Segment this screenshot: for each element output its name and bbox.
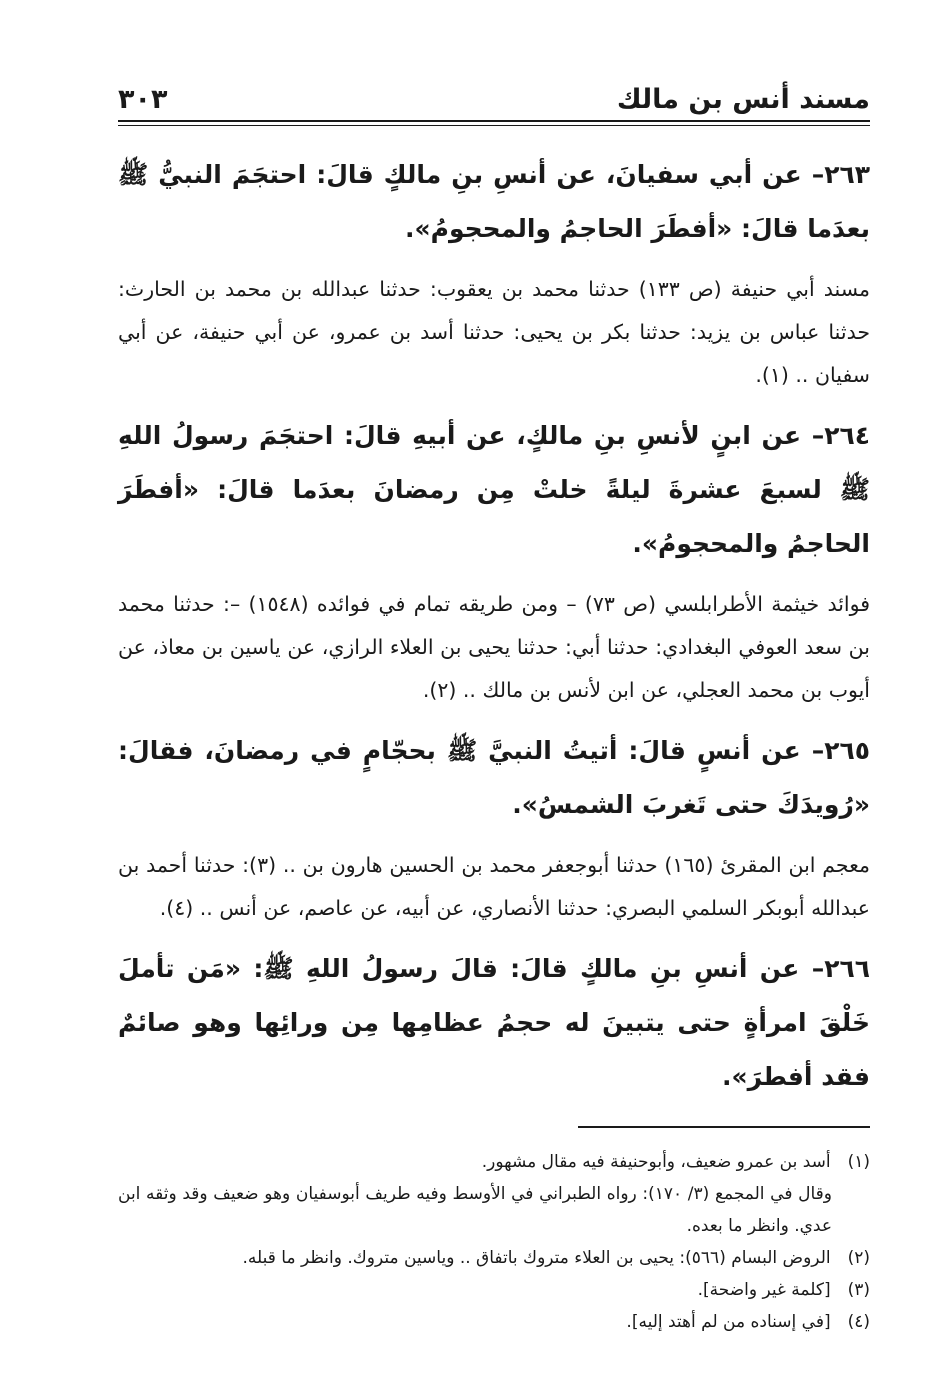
footnote-4 [118, 1306, 870, 1338]
header-title: مسند أنس بن مالك [616, 84, 870, 115]
footnote-text: أسد بن عمرو ضعيف، وأبوحنيفة فيه مقال مشهور. [481, 1152, 831, 1172]
footnotes [118, 1146, 870, 1338]
footnote-2 [118, 1242, 870, 1274]
hadith-266: ٢٦٦– عن أنسِ بنِ مالكٍ قالَ: قالَ رسولُ اللهِ ﷺ: «مَن تأملَ خَلْقَ امرأةٍ حتى يتبينَ له حجمُ عظامِها مِن ورائِها وهو صائمٌ فقد أفطرَ». [118, 954, 870, 1091]
footnote-number: (١) [847, 1152, 870, 1172]
footnote-text: الروض البسام (٥٦٦): يحيى بن العلاء متروك باتفاق .. وياسين متروك. وانظر ما قبله. [242, 1248, 831, 1268]
hadith-263: ٢٦٣– عن أبي سفيانَ، عن أنسِ بنِ مالكٍ قالَ: احتجَمَ النبيُّ ﷺ بعدَما قالَ: «أفطَرَ الحاجمُ والمحجومُ». [118, 160, 870, 243]
footnote-text: وقال في المجمع (٣/ ١٧٠): رواه الطبراني في الأوسط وفيه طريف أبوسفيان وهو ضعيف وقد وثقه ابن عدي. وانظر ما بعده. [118, 1184, 832, 1236]
hadith-265: ٢٦٥– عن أنسٍ قالَ: أتيتُ النبيَّ ﷺ بحجّامٍ في رمضانَ، فقالَ: «رُويدَكَ حتى تَغربَ الشمسُ». [118, 736, 870, 819]
footnote-separator [578, 1126, 870, 1128]
footnote-3 [118, 1274, 870, 1306]
running-header [118, 78, 870, 122]
footnote-text: [في إسناده من لم أهتد إليه]. [626, 1312, 831, 1332]
page-number: ٣٠٣ [118, 84, 168, 115]
footnote-number: (٢) [847, 1248, 870, 1268]
hadith-264: ٢٦٤– عن ابنٍ لأنسِ بنِ مالكٍ، عن أبيهِ قالَ: احتجَمَ رسولُ اللهِ ﷺ لسبعَ عشرةَ ليلةً خلتْ مِن رمضانَ بعدَما قالَ: «أفطَرَ الحاجمُ والمحجومُ». [118, 421, 870, 558]
footnote-1-continuation [118, 1178, 870, 1242]
source-265: معجم ابن المقرئ (١٦٥) حدثنا أبوجعفر محمد بن الحسين هارون بن .. (٣): حدثنا أحمد بن عبدالله أبوبكر السلمي البصري: حدثنا الأنصاري، عن أبيه، عن عاصم، عن أنس .. (٤). [118, 853, 870, 920]
header-rule-thin [118, 125, 870, 126]
footnote-number: (٣) [847, 1280, 870, 1300]
footnote-1 [118, 1146, 870, 1178]
source-264: فوائد خيثمة الأطرابلسي (ص ٧٣) – ومن طريقه تمام في فوائده (١٥٤٨) –: حدثنا محمد بن سعد العوفي البغدادي: حدثنا أبي: حدثنا يحيى بن العلاء الرازي، عن ياسين بن معاذ، عن أيوب بن محمد العجلي، عن ابن لأنس بن مالك .. (٢). [118, 592, 870, 702]
footnote-text: [كلمة غير واضحة]. [697, 1280, 831, 1300]
header-rule [118, 120, 870, 122]
footnote-number: (٤) [847, 1312, 870, 1332]
book-page [118, 78, 870, 1338]
source-263: مسند أبي حنيفة (ص ١٣٣) حدثنا محمد بن يعقوب: حدثنا عبدالله بن محمد بن الحارث: حدثنا عباس بن يزيد: حدثنا بكر بن يحيى: حدثنا أسد بن عمرو، عن أبي حنيفة، عن أبي سفيان .. (١). [118, 277, 870, 387]
